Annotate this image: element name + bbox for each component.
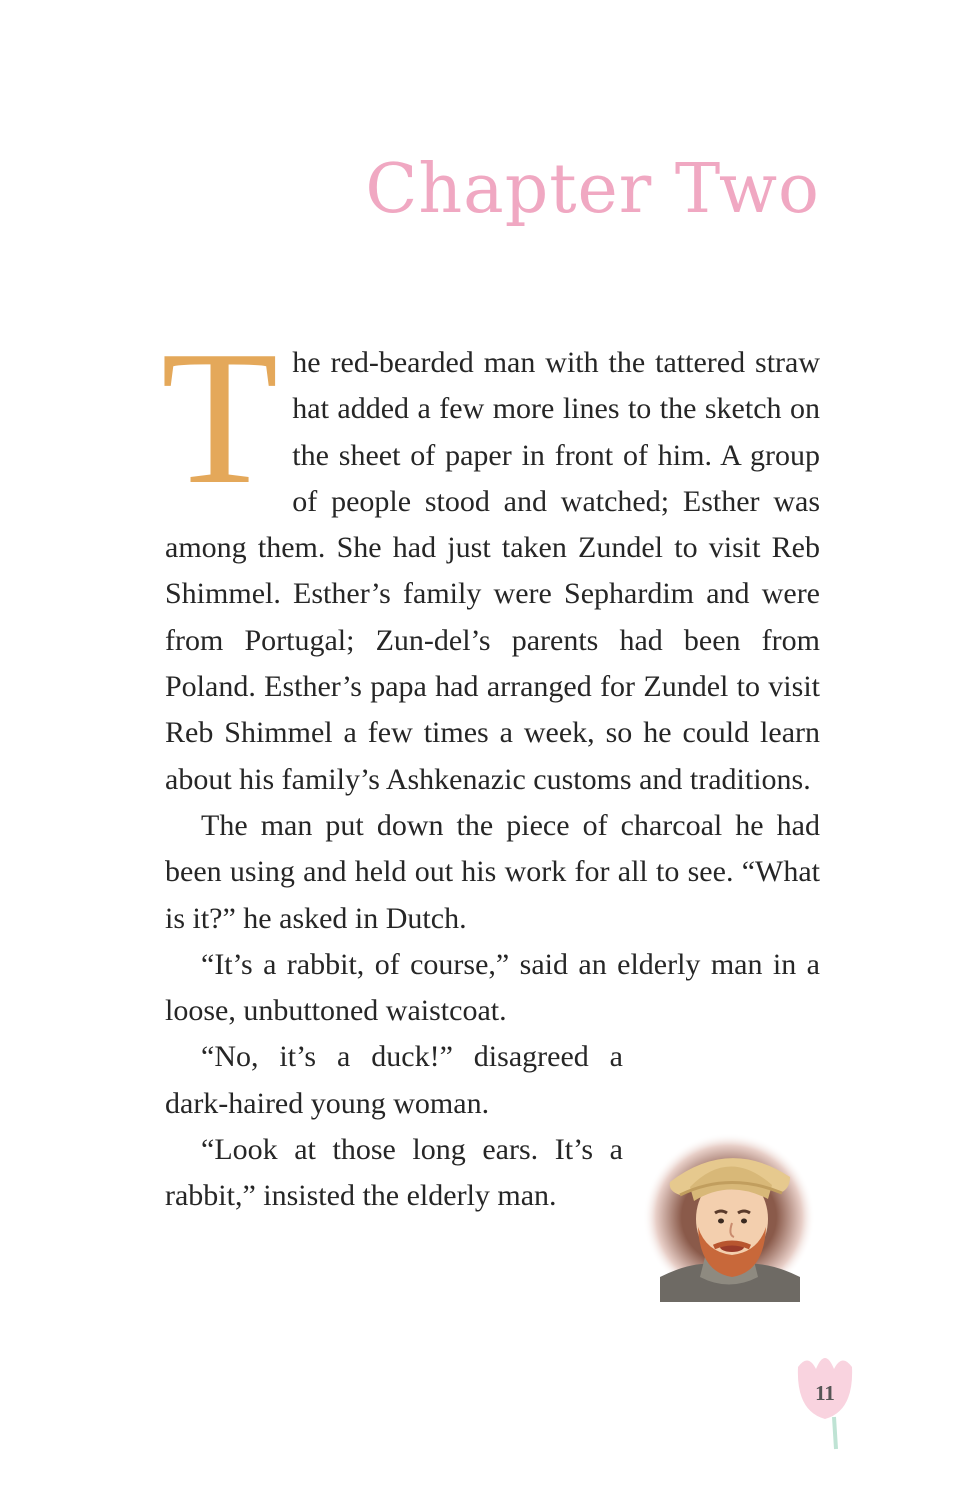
paragraph-5: “Look at those long ears. It’s a rabbit,” insisted the elderly man. [165,1133,623,1213]
paragraph-4: “No, it’s a duck!” disagreed a dark-haired young woman. [165,1040,623,1120]
red-bearded-man-icon [640,1127,818,1302]
paragraph-1 [161,311,820,803]
chapter-title: Chapter Two [365,150,820,229]
portrait-illustration [640,1127,818,1302]
page-number: 11 [815,1381,835,1405]
chapter-body [161,311,820,1220]
paragraph-1-text: he red-bearded man with the tattered straw hat added a few more lines to the sketch on the sheet of paper in front of him. A group of people stood and watched; Esther was among them. She had just taken Zundel to visit Reb Shimmel. Esther’s family were Sephardim and were from Portugal; Zun-del’s parents had been from Poland. Esther’s papa had arranged for Zundel to visit Reb Shimmel a few times a week, so he could learn about his family’s Ashkenazic customs and traditions. [165,346,820,796]
drop-cap: T [161,311,279,524]
paragraph-2: The man put down the piece of charcoal he had been using and held out his work for all to see. “What is it?” he asked in Dutch. [165,808,820,935]
page-number-ornament [790,1347,860,1457]
paragraph-3: “It’s a rabbit, of course,” said an elderly man in a loose, unbuttoned waistcoat. [165,947,820,1028]
